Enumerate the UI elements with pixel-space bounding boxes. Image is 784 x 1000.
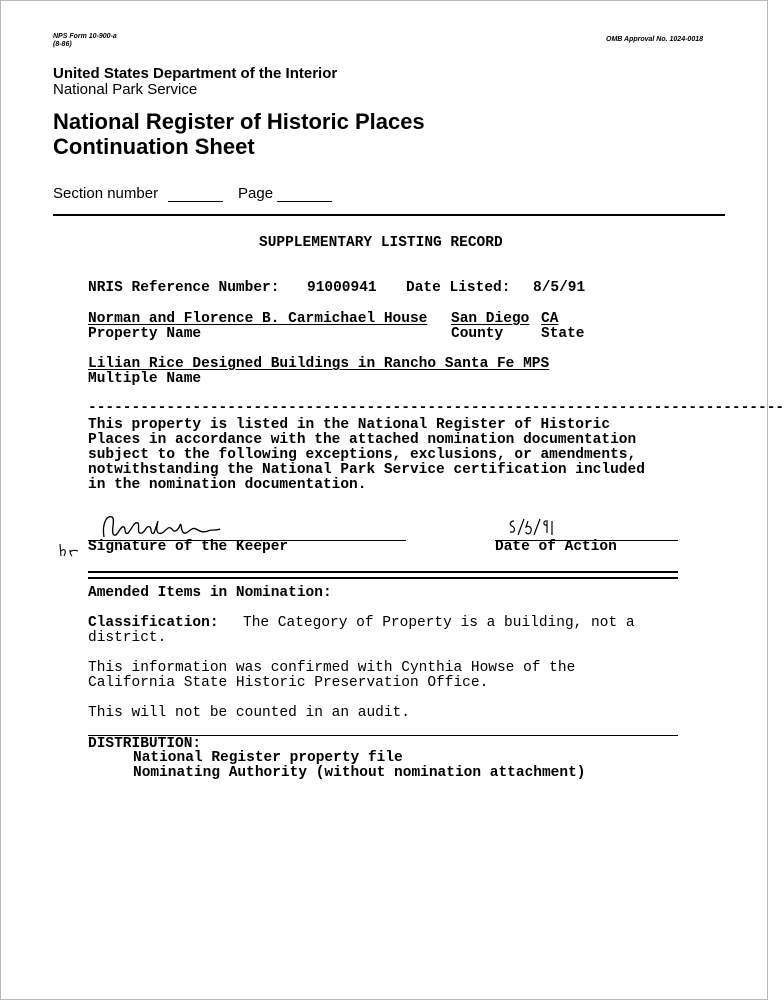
confirm-line-2: California State Historic Preservation Office. <box>88 675 489 691</box>
statement-line-4: notwithstanding the National Park Service certification included <box>88 462 645 478</box>
department: United States Department of the Interior <box>53 65 338 82</box>
amended-heading: Amended Items in Nomination: <box>88 585 332 601</box>
double-rule-top <box>88 571 678 573</box>
statement-line-3: subject to the following exceptions, exclusions, or amendments, <box>88 447 637 463</box>
signature-label: Signature of the Keeper <box>88 539 289 555</box>
form-id: NPS Form 10-900-a <box>53 33 117 40</box>
service: National Park Service <box>53 81 198 98</box>
state-label: State <box>541 326 585 342</box>
page-blank <box>277 201 332 202</box>
state: CA <box>541 311 559 327</box>
distribution-item: National Register property file <box>133 750 403 766</box>
classification-text-cont: district. <box>88 630 167 646</box>
property-name-label: Property Name <box>88 326 202 342</box>
date-listed-value: 8/5/91 <box>533 280 586 296</box>
form-date: (8-86) <box>53 41 72 48</box>
statement-line-5: in the nomination documentation. <box>88 477 367 493</box>
form-subtitle: Continuation Sheet <box>53 134 255 159</box>
page-label: Page <box>238 185 274 202</box>
section-number-label: Section number <box>53 185 159 202</box>
distribution-heading: DISTRIBUTION: <box>88 736 202 752</box>
date-of-action-label: Date of Action <box>495 539 617 555</box>
section-number-blank <box>168 201 223 202</box>
multiple-name: Lilian Rice Designed Buildings in Rancho Santa Fe MPS <box>88 356 550 372</box>
classification-label: Classification: <box>88 615 219 631</box>
header-rule <box>53 214 725 216</box>
property-name: Norman and Florence B. Carmichael House <box>88 311 428 327</box>
statement-line-1: This property is listed in the National Register of Historic <box>88 417 611 433</box>
distribution-item: Nominating Authority (without nomination attachment) <box>133 765 586 781</box>
county: San Diego <box>451 311 530 327</box>
nris-label: NRIS Reference Number: <box>88 280 280 296</box>
confirm-line-1: This information was confirmed with Cynthia Howse of the <box>88 660 576 676</box>
date-listed-label: Date Listed: <box>406 280 511 296</box>
double-rule-bottom <box>88 577 678 579</box>
county-label: County <box>451 326 504 342</box>
nris-value: 91000941 <box>307 280 377 296</box>
form-title: National Register of Historic Places <box>53 109 425 134</box>
record-heading: SUPPLEMENTARY LISTING RECORD <box>259 235 503 251</box>
multiple-name-label: Multiple Name <box>88 371 202 387</box>
handwritten-date <box>506 517 561 539</box>
audit-note: This will not be counted in an audit. <box>88 705 410 721</box>
classification-text: The Category of Property is a building, not a <box>243 615 635 631</box>
omb-approval: OMB Approval No. 1024-0018 <box>606 36 703 43</box>
statement-line-2: Places in accordance with the attached nomination documentation <box>88 432 637 448</box>
initials-mark <box>58 542 80 558</box>
dashed-divider: -------------------------------------------------------------------------------- <box>88 400 784 416</box>
